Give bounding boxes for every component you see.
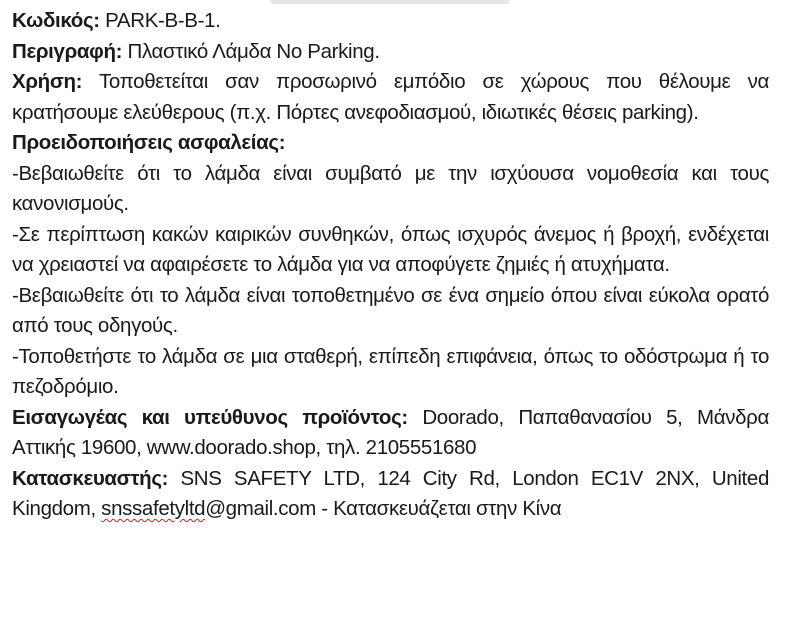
email-rest: @gmail.com - Κατασκευάζεται στην Κίνα: [205, 497, 562, 520]
product-description-line: [12, 37, 769, 68]
usage-value: Τοποθετείται σαν προσωρινό εμπόδιο σε χώρους που θέλουμε να κρατήσουμε ελεύθερους (π.χ. Πόρτες ανεφοδιασμού, ιδιωτικές θέσεις parking).: [12, 70, 769, 124]
manufacturer-label: Κατασκευαστής:: [12, 466, 169, 490]
code-value: PARK-B-B-1.: [105, 9, 221, 32]
description-value: Πλαστικό Λάμδα No Parking.: [127, 39, 380, 63]
usage-label: Χρήση:: [12, 70, 83, 93]
product-usage-paragraph: [12, 67, 769, 128]
manufacturer-value: SNS SAFETY LTD, 124 City Rd, London EC1V 2NX, United Kingdom,: [12, 466, 769, 520]
warnings-heading-text: Προειδοποιήσεις ασφαλείας:: [12, 131, 286, 154]
code-label: Κωδικός:: [12, 9, 100, 32]
importer-paragraph: [12, 403, 769, 464]
manufacturer-paragraph: [12, 464, 769, 525]
importer-value: Doorado, Παπαθανασίου 5, Μάνδρα Αττικής 19600, www.doorado.shop, τηλ. 2105551680: [12, 405, 769, 459]
description-label: Περιγραφή:: [12, 39, 123, 63]
window-top-tab-edge: [270, 0, 510, 4]
email-misspelled-word[interactable]: snssafetyltd: [101, 497, 206, 520]
warning-item: -Σε περίπτωση κακών καιρικών συνθηκών, όπως ισχυρός άνεμος ή βροχή, ενδέχεται να χρειαστεί να αφαιρέσετε το λάμδα για να αποφύγετε ζημιές ή ατυχήματα.: [12, 222, 769, 276]
product-code-line: [12, 6, 769, 37]
importer-label: Εισαγωγέας και υπεύθυνος προϊόντος:: [12, 405, 408, 429]
warning-item: -Βεβαιωθείτε ότι το λάμδα είναι συμβατό με την ισχύουσα νομοθεσία και τους κανονισμούς.: [12, 161, 769, 215]
document-body: [12, 6, 769, 525]
warning-item: -Βεβαιωθείτε ότι το λάμδα είναι τοποθετημένο σε ένα σημείο όπου είναι εύκολα ορατό από τους οδηγούς.: [12, 283, 769, 337]
warning-item: -Τοποθετήστε το λάμδα σε μια σταθερή, επίπεδη επιφάνεια, όπως το οδόστρωμα ή το πεζοδρόμιο.: [12, 344, 769, 398]
warnings-heading: [12, 128, 769, 159]
